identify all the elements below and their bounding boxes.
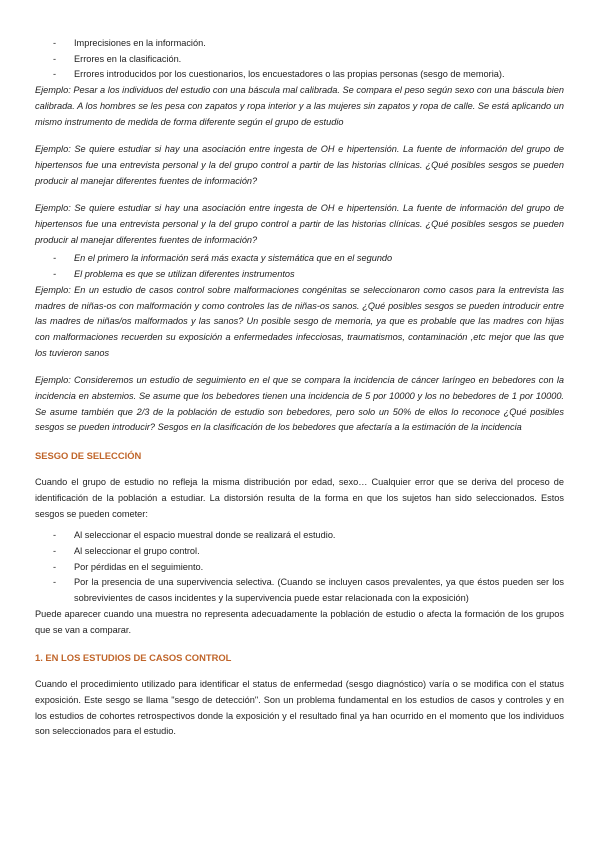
section-heading-selection-bias: SESGO DE SELECCIÓN [35, 450, 142, 462]
list-item: - Errores introducidos por los cuestionarios, los encuestadores o las propias personas (sesgo de memoria). [53, 69, 505, 80]
selection-bias-paragraph: Cuando el grupo de estudio no refleja la misma distribución por edad, sexo… Cualquier error que se deriva del proceso de identificación de la población a estudiar. La distorsión resulta de la forma en que los sujetos han sido seleccionados. Estos sesgos se pueden cometer: [35, 477, 564, 519]
list-item: - El problema es que se utilizan diferentes instrumentos [53, 269, 295, 280]
example-scale-paragraph: Ejemplo: Pesar a los individuos del estudio con una báscula mal calibrada. Se compara el peso según sexo con una báscula bien calibrada. A los hombres se les pesa con zapatos y ropa interior y a las mujeres sin zapatos y ropa de calle. Se está aplicando un mismo instrumento de medida de forma diferente según el grupo de estudio [35, 85, 564, 127]
document-page [35, 36, 564, 740]
list-item: - Al seleccionar el espacio muestral donde se realizará el estudio. [53, 530, 336, 541]
example-oh-paragraph-1: Ejemplo: Se quiere estudiar si hay una asociación entre ingesta de OH e hipertensión. La fuente de información del grupo de hipertensos fue una entrevista personal y la del grupo control a partir de las historias clínicas. ¿Qué posibles sesgos se pueden producir al manejar diferentes fuentes de información? [35, 144, 564, 186]
list-item: - Por pérdidas en el seguimiento. [53, 561, 204, 572]
list-answer [35, 251, 564, 282]
list-item: - En el primero la información será más exacta y sistemática que en el segundo [53, 253, 393, 264]
example-malformation-paragraph: Ejemplo: En un estudio de casos control sobre malformaciones congénitas se seleccionaron como casos para la entrevista las madres de niñas-os con malformación y como controles las de niñas-os sanos. ¿Qué posibles sesgos se pueden introducir entre las madres de niñas/os malformados y las sanos? Un posible sesgo de memoria, ya que es probable que las madres con hijas con malformaciones recuerden su exposición a enfermedades infecciosas, traumatismos, contaminación ,etc mejor que las que los tuvieron sanos [35, 284, 564, 358]
list-selection-causes [35, 528, 564, 607]
list-item: - Imprecisiones en la información. [53, 38, 206, 48]
sample-representation-paragraph: Puede aparecer cuando una muestra no representa adecuadamente la población de estudio o afecta la formación de los grupos que se van a comparar. [35, 608, 564, 635]
list-information-errors [35, 36, 564, 83]
section-heading-case-control: 1. EN LOS ESTUDIOS DE CASOS CONTROL [35, 652, 232, 664]
case-control-paragraph: Cuando el procedimiento utilizado para identificar el status de enfermedad (sesgo diagnóstico) varía o se modifica con el status exposición. Este sesgo se llama "sesgo de detección". Son un problema fundamental en los estudios de casos y controles y en los estudios de cohortes retrospectivos donde la exposición y el resultado final ya han ocurrido en el momento que los individuos son seleccionados para el estudio. [35, 679, 564, 737]
list-item: - Por la presencia de una supervivencia selectiva. (Cuando se incluyen casos prevalentes, ya que éstos pueden ser los sobrevivientes de casos incidentes y la supervivencia puede estar relacionada con la exposición) [53, 577, 564, 604]
example-laryngeal-paragraph: Ejemplo: Consideremos un estudio de seguimiento en el que se compara la incidencia de cáncer laríngeo en bebedores con la incidencia en abstemios. Se asume que los bebedores tienen una incidencia de 5 por 10000 y los no bebedores de 1 por 10000. Se asume también que 2/3 de la población de estudio son bebedores, pero solo un 50% de ellos lo reconoce ¿Qué posibles sesgos se pueden introducir? Sesgos en la clasificación de los bebedores que afectaría a la estimación de la incidencia [35, 375, 564, 433]
list-item: - Al seleccionar el grupo control. [53, 545, 200, 556]
example-oh-paragraph-2: Ejemplo: Se quiere estudiar si hay una asociación entre ingesta de OH e hipertensión. La fuente de información del grupo de hipertensos fue una entrevista personal y la del grupo control a partir de las historias clínicas. ¿Qué posibles sesgos se pueden producir al manejar diferentes fuentes de información? [35, 203, 564, 245]
list-item: - Errores en la clasificación. [53, 53, 182, 64]
